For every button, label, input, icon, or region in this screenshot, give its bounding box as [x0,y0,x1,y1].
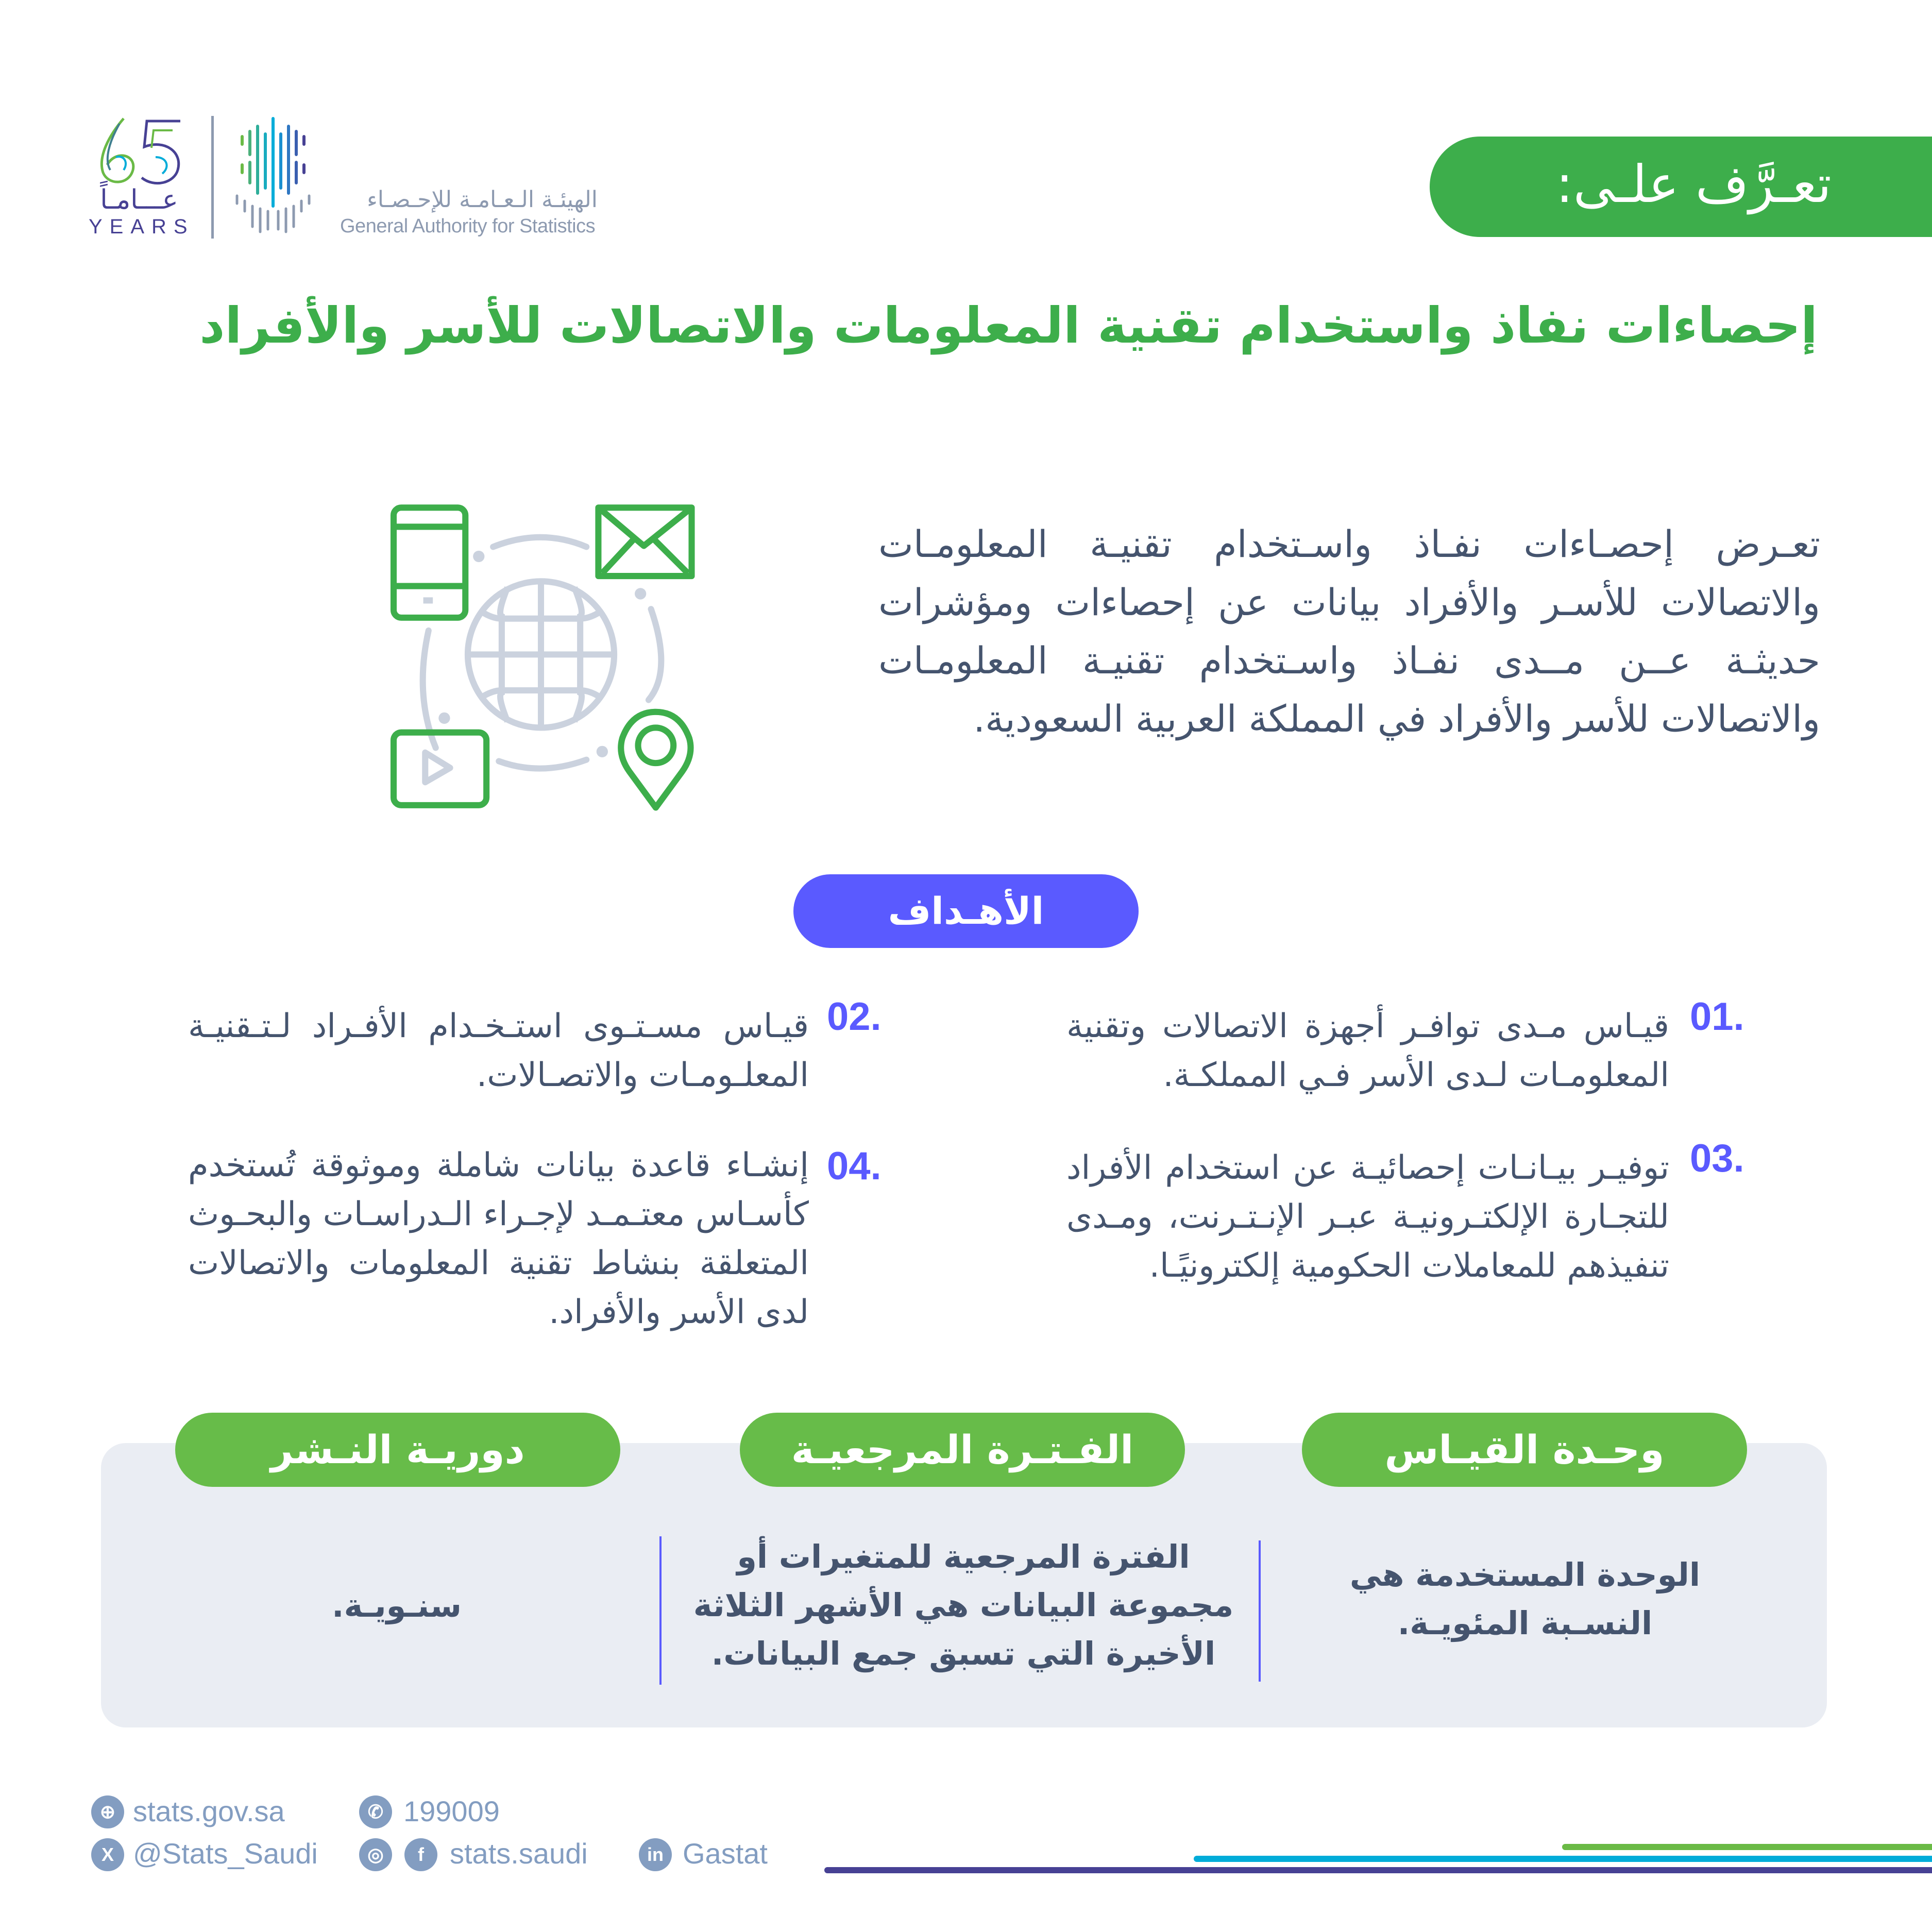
org-name-arabic: الهيئـة الـعـامـة للإحـصـاء [367,187,598,213]
facebook-icon: f [404,1838,437,1871]
goal-number: 02. [827,995,882,1039]
goal-text: قيـاس مسـتـوى استـخـدام الأفـراد لـتـقنيـة المعلـومـات والاتصـالات. [188,1007,809,1094]
gastat-logo-mark-icon [234,116,325,234]
phone-icon: ✆ [359,1795,392,1828]
linkedin-icon: in [639,1838,672,1871]
ict-illustration [374,489,708,824]
intro-paragraph: تعـرض إحصـاءات نفـاذ واسـتخدام تقنيـة المعلومـات والاتصالات للأسـر والأفراد بيانات عن إحصاءات ومؤشرات حديثـة عــن مــدى نفـاذ واسـتخدام تقنيـة المعلومـات والاتصالات للأسر والأفراد في المملكة العربية السعودية. [878,522,1820,740]
goal-number: 03. [1690,1137,1744,1180]
info-card-text-reference-period: الفترة المرجعية للمتغيرات أو مجموعة البيانات هي الأشهر الثلاثة الأخيرة التي تسبق جمع البيانات. [693,1538,1234,1672]
badge-label: تعـرَّف علـى: [1555,154,1832,214]
smartphone-icon [394,507,465,618]
instagram-icon: ◎ [359,1838,392,1871]
decorative-bar-indigo [824,1867,1932,1873]
goals-heading-pill [793,874,1139,948]
envelope-icon [598,507,691,576]
goal-text: قيـاس مـدى توافـر أجهزة الاتصالات وتقنية المعلومـات لـدى الأسر فـي المملكـة. [1066,1007,1669,1094]
location-pin-icon [621,712,690,808]
info-card-title: دوريـة النـشر [270,1427,525,1472]
page-title: إحصاءات نفاذ واستخدام تقنية المعلومات والاتصالات للأسر والأفراد [199,297,1818,354]
goal-number: 01. [1690,995,1744,1039]
org-name-english: General Authority for Statistics [340,215,596,237]
footer-website-link[interactable]: stats.gov.sa [133,1795,285,1827]
info-card-pill-publication-frequency [175,1413,620,1487]
globe-icon: ⊕ [91,1795,124,1828]
info-card-text-publication-frequency: سنـويـة. [332,1587,462,1624]
decorative-bar-green [1562,1844,1932,1850]
goal-number: 04. [827,1144,882,1188]
footer-social-handle[interactable]: stats.saudi [450,1837,588,1870]
logo-divider [211,116,214,239]
anniversary-arabic-label: عـــامـاً [100,184,178,215]
goal-text: توفيـر بيـانـات إحصائيـة عن استخدام الأفراد للتجـارة الإلكتـرونيـة عبـر الإنـتـرنت، ومـدى تنفيذهم للمعاملات الحكومية إلكترونيًـا. [1066,1149,1669,1285]
info-divider [659,1536,662,1685]
footer-phone[interactable]: 199009 [403,1795,500,1827]
info-card-title: وحـدة القيـاس [1384,1427,1665,1472]
video-play-icon [394,733,486,805]
footer-x-handle[interactable]: @Stats_Saudi [133,1837,318,1870]
info-card-text-measurement-unit: الوحدة المستخدمة هي النسـبة المئويـة. [1349,1556,1701,1642]
info-card-pill-measurement-unit [1302,1413,1747,1487]
learn-about-badge [1430,137,1932,237]
x-twitter-icon: X [91,1838,124,1871]
info-divider [1259,1540,1261,1682]
goals-heading: الأهـداف [888,889,1044,933]
globe-icon [468,581,614,727]
info-card-title: الفـتـرة المرجعيـة [791,1427,1134,1472]
anniversary-english-label: YEARS [89,215,195,238]
footer-linkedin[interactable]: Gastat [683,1837,768,1870]
anniversary-65-icon [88,116,191,188]
goal-text: إنشـاء قاعدة بيانات شاملة وموثوقة تُستخدم كأسـاس معتـمـد لإجـراء الـدراسـات والبحـوث المتعلقة بنشاط تقنية المعلومات والاتصالات لدى الأسر والأفراد. [188,1146,809,1331]
decorative-bar-cyan [1194,1856,1932,1862]
info-card-pill-reference-period [740,1413,1185,1487]
